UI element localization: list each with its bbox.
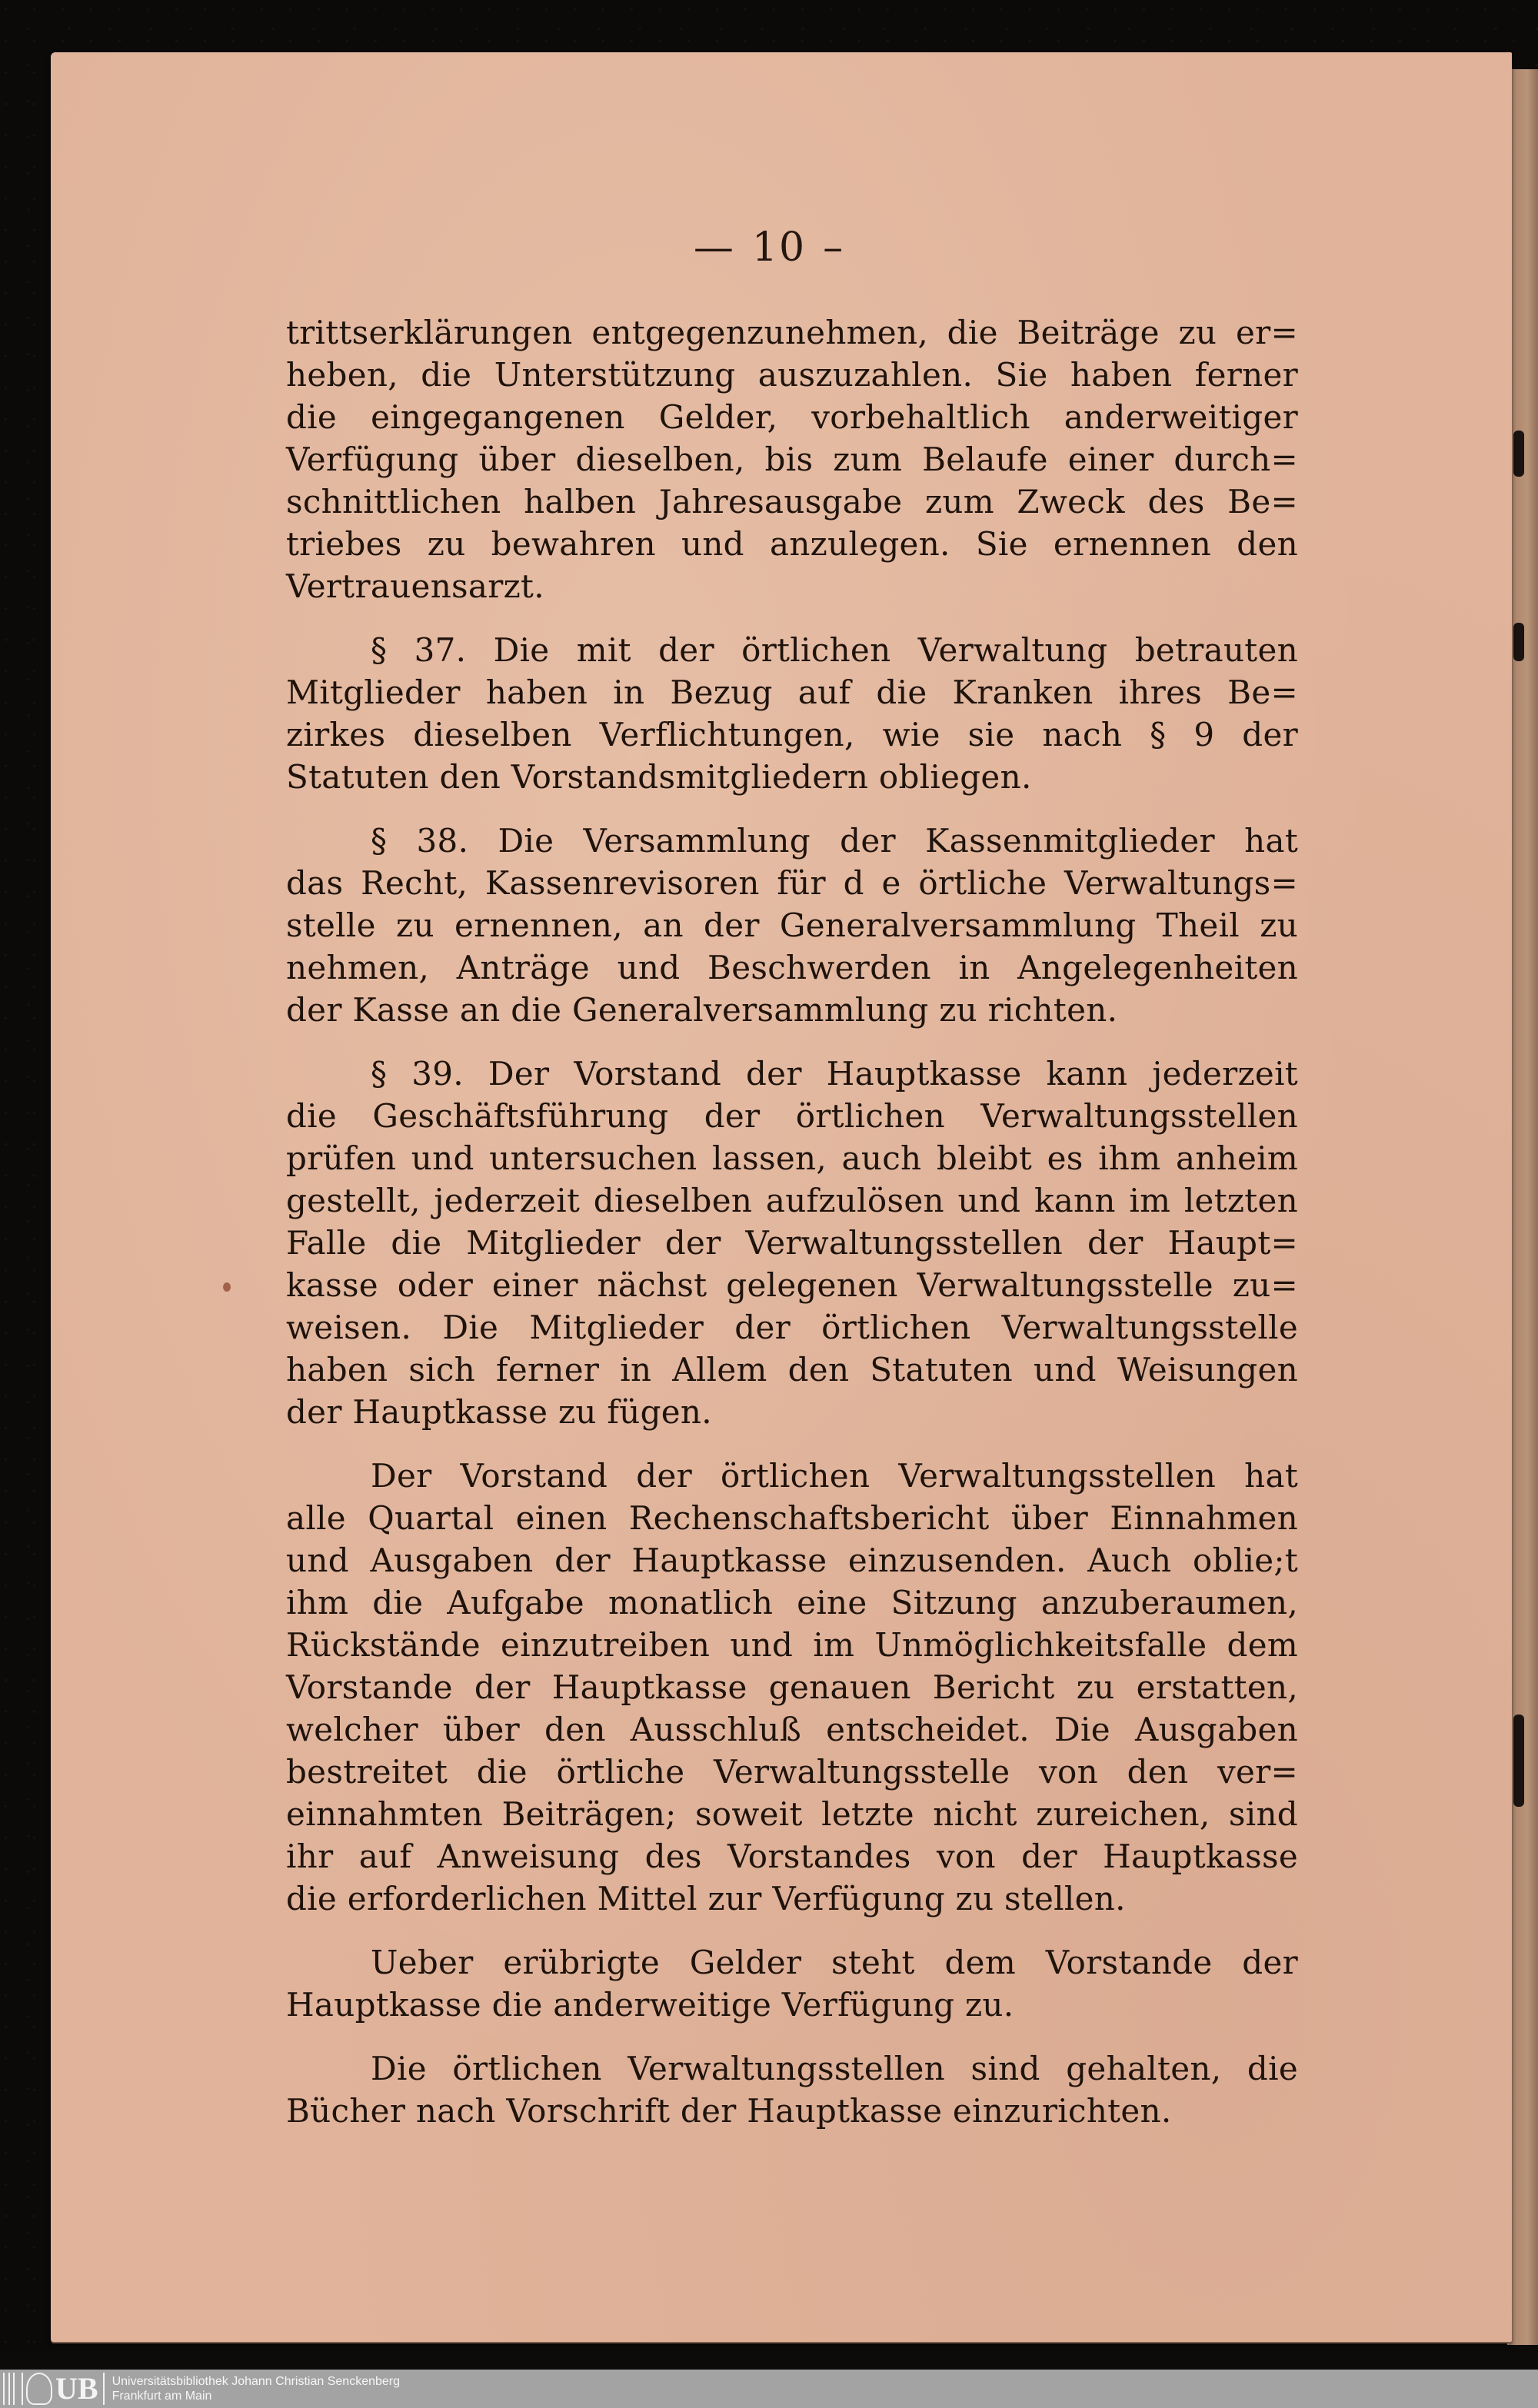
text-line: zirkes dieselben Verflichtungen, wie sie nach § 9 der (286, 716, 1298, 753)
text-line: haben sich ferner in Allem den Statuten und Weisungen (286, 1351, 1298, 1389)
text-line: Vertrauensarzt. (286, 567, 544, 605)
text-line: Der Vorstand der örtlichen Verwaltungsstellen hat (371, 1457, 1298, 1495)
text-line: Hauptkasse die anderweitige Verfügung zu. (286, 1986, 1014, 2024)
text-line: § 37. Die mit der örtlichen Verwaltung betrauten (371, 631, 1298, 669)
footer-text (112, 2374, 400, 2403)
text-line: ihr auf Anweisung des Vorstandes von der Hauptkasse (286, 1838, 1298, 1875)
text-line: die Geschäftsführung der örtlichen Verwaltungsstellen (286, 1097, 1298, 1135)
page-edge-tear (1513, 623, 1524, 661)
library-footer (0, 2370, 1538, 2408)
page-number-dash-left: — (693, 225, 735, 271)
footer-library-name: Universitätsbibliothek Johann Christian Senckenberg (112, 2375, 401, 2388)
text-line: Falle die Mitglieder der Verwaltungsstellen der Haupt= (286, 1224, 1298, 1262)
page-edge-tear (1513, 1715, 1524, 1807)
text-line: das Recht, Kassenrevisoren für d e örtliche Verwaltungs= (286, 864, 1298, 902)
text-line: trittserklärungen entgegenzunehmen, die Beiträge zu er= (286, 314, 1298, 351)
body-text (286, 311, 1298, 2154)
text-line: und Ausgaben der Hauptkasse einzusenden. Auch oblie;t (286, 1542, 1298, 1579)
text-line: prüfen und untersuchen lassen, auch bleibt es ihm anheim (286, 1139, 1298, 1177)
text-line: stelle zu ernennen, an der Generalversammlung Theil zu (286, 906, 1298, 944)
page-number-dash-right: – (823, 225, 845, 271)
paragraph (286, 820, 1298, 1031)
text-line: der Hauptkasse zu fügen. (286, 1393, 712, 1431)
text-line: Die örtlichen Verwaltungsstellen sind gehalten, die (371, 2050, 1298, 2087)
ub-logo-letters: UB (55, 2373, 105, 2405)
page-number-value: 10 (751, 225, 807, 271)
text-line: schnittlichen halben Jahresausgabe zum Zweck des Be= (286, 483, 1298, 521)
text-line: heben, die Unterstützung auszuzahlen. Sie haben ferner (286, 356, 1298, 394)
text-line: weisen. Die Mitglieder der örtlichen Verwaltungsstelle (286, 1309, 1298, 1346)
margin-ink-spot (223, 1282, 231, 1292)
paragraph (286, 629, 1298, 798)
text-line: Mitglieder haben in Bezug auf die Kranken ihres Be= (286, 674, 1298, 711)
ub-logo-lines-icon (3, 2373, 23, 2405)
text-line: Ueber erübrigte Gelder steht dem Vorstande der (371, 1944, 1298, 1981)
paragraph (286, 311, 1298, 607)
text-line: kasse oder einer nächst gelegenen Verwaltungsstelle zu= (286, 1266, 1298, 1304)
page-edge-tear (1513, 431, 1524, 477)
paragraph (286, 1053, 1298, 1433)
text-line: alle Quartal einen Rechenschaftsbericht über Einnahmen (286, 1499, 1298, 1537)
text-line: Vorstande der Hauptkasse genauen Bericht zu erstatten, (286, 1668, 1298, 1706)
page-number (0, 225, 1538, 271)
text-line: die erforderlichen Mittel zur Verfügung zu stellen. (286, 1880, 1126, 1917)
footer-library-city: Frankfurt am Main (112, 2390, 212, 2403)
text-line: bestreitet die örtliche Verwaltungsstelle von den ver= (286, 1753, 1298, 1791)
text-line: einnahmten Beiträgen; soweit letzte nicht zureichen, sind (286, 1795, 1298, 1833)
text-line: ihm die Aufgabe monatlich eine Sitzung anzuberaumen, (286, 1584, 1298, 1621)
text-line: § 38. Die Versammlung der Kassenmitglieder hat (371, 822, 1298, 860)
text-line: Statuten den Vorstandsmitgliedern obliegen. (286, 758, 1032, 796)
text-line: Verfügung über dieselben, bis zum Belaufe einer durch= (286, 441, 1298, 478)
paragraph (286, 2047, 1298, 2132)
text-line: Rückstände einzutreiben und im Unmöglichkeitsfalle dem (286, 1626, 1298, 1664)
text-line: die eingegangenen Gelder, vorbehaltlich anderweitiger (286, 398, 1298, 436)
paragraph (286, 1455, 1298, 1920)
text-line: § 39. Der Vorstand der Hauptkasse kann jederzeit (371, 1055, 1298, 1093)
paragraph (286, 1941, 1298, 2026)
text-line: triebes zu bewahren und anzulegen. Sie ernennen den (286, 525, 1298, 563)
text-line: gestellt, jederzeit dieselben aufzulösen und kann im letzten (286, 1182, 1298, 1219)
text-line: nehmen, Anträge und Beschwerden in Angelegenheiten (286, 949, 1298, 986)
text-line: der Kasse an die Generalversammlung zu richten. (286, 991, 1118, 1029)
ub-logo-portrait-icon (26, 2373, 52, 2405)
ub-logo (3, 2371, 105, 2406)
text-line: welcher über den Ausschluß entscheidet. Die Ausgaben (286, 1711, 1298, 1748)
text-line: Bücher nach Vorschrift der Hauptkasse einzurichten. (286, 2092, 1172, 2130)
underlying-page-edge (1507, 69, 1538, 2345)
